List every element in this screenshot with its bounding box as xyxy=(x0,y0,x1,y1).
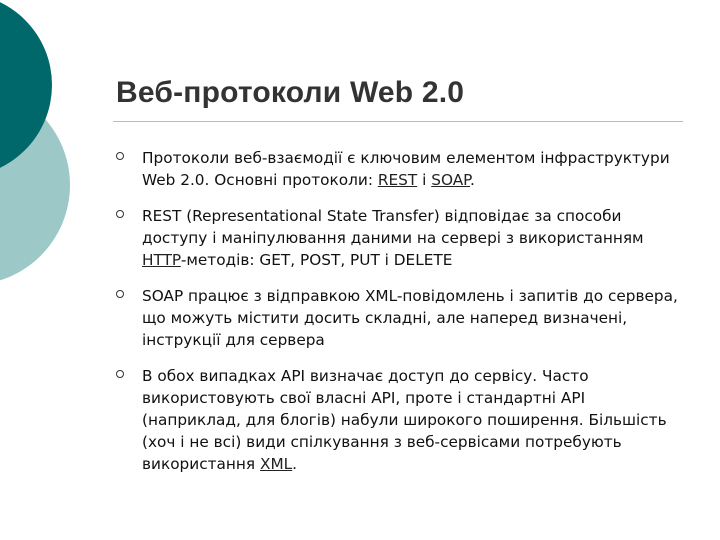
bullet-circle-icon xyxy=(116,152,124,160)
link-soap[interactable]: SOAP xyxy=(431,171,471,189)
bullet-text xyxy=(142,285,686,351)
text-segment: -методів: GET, POST, PUT і DELETE xyxy=(180,251,453,269)
bullet-item xyxy=(116,365,686,475)
text-segment: REST (Representational State Transfer) відповідає за способи доступу і маніпулювання даними на сервері з використанням xyxy=(142,207,644,247)
bullet-text xyxy=(142,147,686,191)
bullet-circle-icon xyxy=(116,370,124,378)
text-segment: і xyxy=(417,171,432,189)
bullet-text xyxy=(142,365,686,475)
decorative-teal-circles xyxy=(0,0,120,300)
bullet-list xyxy=(116,147,686,489)
bullet-circle-icon xyxy=(116,290,124,298)
link-rest[interactable]: REST xyxy=(377,171,418,189)
text-segment: SOAP працює з відправкою XML-повідомлень і запитів до сервера, що можуть містити досить складні, але наперед визначені, інструкції для сервера xyxy=(142,287,678,349)
slide-title: Веб-протоколи Web 2.0 xyxy=(116,76,465,109)
text-segment: . xyxy=(470,171,475,189)
bullet-item xyxy=(116,147,686,191)
bullet-item xyxy=(116,285,686,351)
text-segment: Протоколи веб-взаємодії є ключовим елементом інфраструктури Web 2.0. Основні протоколи: xyxy=(142,149,670,189)
link-xml[interactable]: XML xyxy=(259,455,293,473)
text-segment: В обох випадках API визначає доступ до сервісу. Часто використовують свої власні API, проте і стандартні API (наприклад, для блогів) набули широкого поширення. Більшість (хоч і не всі) види спілкування з веб-сервісами потребують використання xyxy=(142,367,667,473)
bullet-circle-icon xyxy=(116,210,124,218)
text-segment: . xyxy=(292,455,298,473)
link-http[interactable]: HTTP xyxy=(142,251,181,269)
bullet-item xyxy=(116,205,686,271)
bullet-text xyxy=(142,205,686,271)
title-divider xyxy=(113,121,683,122)
